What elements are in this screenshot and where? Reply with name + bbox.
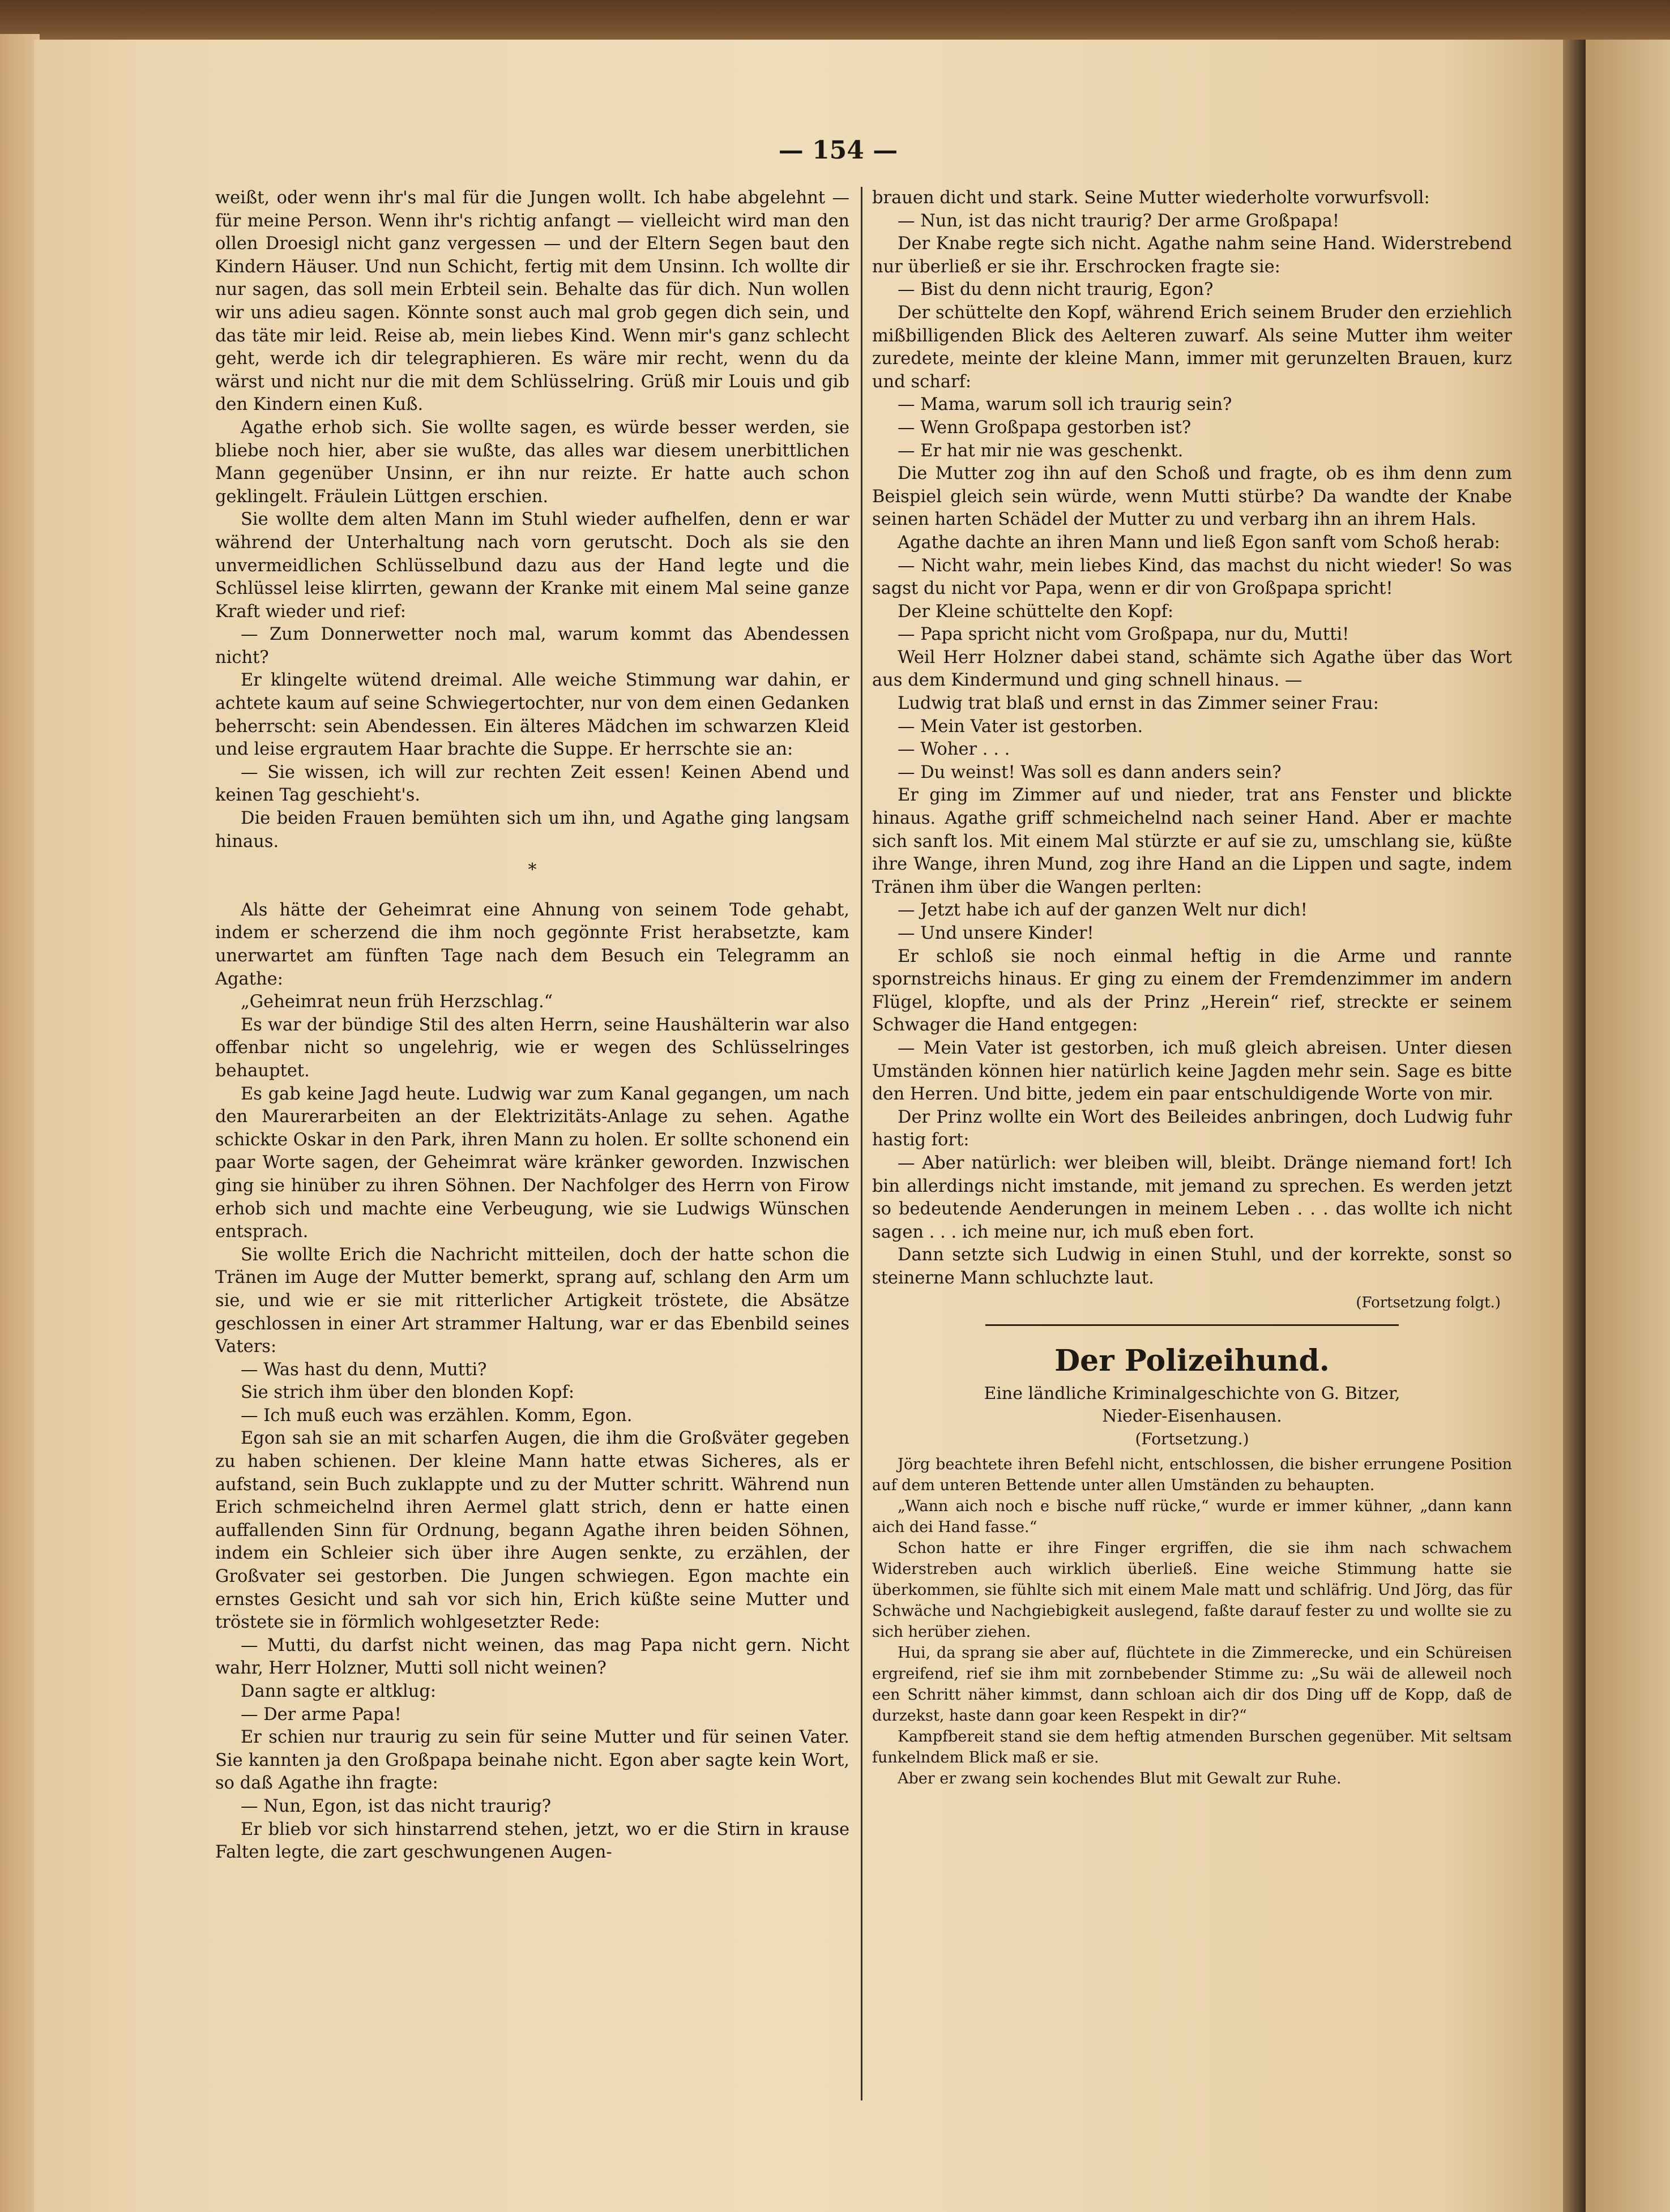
paragraph: Er blieb vor sich hinstarrend stehen, jetzt, wo er die Stirn in krause Falten legte, die zart geschwungenen Augen-	[215, 1819, 849, 1863]
paragraph: Er ging im Zimmer auf und nieder, trat ans Fenster und blickte hinaus. Agathe griff schmeichelnd nach seiner Hand. Aber er machte sich sanft los. Mit einem Mal stürzte er auf sie zu, umschlang sie, küßte ihre Wange, ihren Mund, zog ihre Hand an die Lippen und sagte, indem Tränen ihm über die Wangen perlten:	[872, 785, 1512, 897]
paragraph: Der schüttelte den Kopf, während Erich seinem Bruder den erziehlich mißbilligenden Blick des Aelteren zuwarf. Als seine Mutter ihm weiter zuredete, meinte der kleine Mann, immer mit gerunzelten Brauen, kurz und scharf:	[872, 302, 1512, 392]
story-continued-label: (Fortsetzung.)	[1135, 1430, 1249, 1449]
paragraph: — Zum Donnerwetter noch mal, warum kommt das Abendessen nicht?	[215, 624, 849, 668]
paragraph: „Wann aich noch e bische nuff rücke,“ wurde er immer kühner, „dann kann aich dei Hand fasse.“	[872, 1498, 1512, 1537]
paragraph: Kampfbereit stand sie dem heftig atmenden Burschen gegenüber. Mit seltsam funkelndem Blick maß er sie.	[872, 1728, 1512, 1767]
story-byline-place: Nieder-Eisenhausen.	[1102, 1406, 1282, 1427]
paragraph: — Nicht wahr, mein liebes Kind, das machst du nicht wieder! So was sagst du nicht vor Papa, wenn er dir von Großpapa spricht!	[872, 555, 1512, 599]
paragraph: Ludwig trat blaß und ernst in das Zimmer seiner Frau:	[898, 694, 1379, 714]
paragraph: Als hätte der Geheimrat eine Ahnung von seinem Tode gehabt, indem er scherzend die ihm noch gegönnte Frist herabsetzte, kam unerwartet am fünften Tage nach dem Besuch ein Telegramm an Agathe:	[215, 900, 849, 989]
right-column	[872, 187, 1512, 1789]
paragraph: Sie wollte Erich die Nachricht mitteilen, doch der hatte schon die Tränen im Auge der Mutter bemerkt, sprang auf, schlang den Arm um sie, und wie er sie mit ritterlicher Artigkeit tröstete, die Absätze geschlossen in einer Art strammer Haltung, war er das Ebenbild seines Vaters:	[215, 1244, 849, 1357]
paragraph: Sie strich ihm über den blonden Kopf:	[241, 1383, 575, 1403]
paragraph: Jörg beachtete ihren Befehl nicht, entschlossen, die bisher errungene Position auf dem unteren Bettende unter allen Umständen zu behaupten.	[872, 1456, 1512, 1495]
paragraph: weißt, oder wenn ihr's mal für die Jungen wollt. Ich habe abgelehnt — für meine Person. Wenn ihr's richtig anfangt — vielleicht wird man den ollen Droesigl nicht ganz vergessen — und der Eltern Segen baut den Kindern Häuser. Und nun Schicht, fertig mit dem Unsinn. Ich wollte dir nur sagen, das soll mein Erbteil sein. Behalte das für dich. Nun wollen wir uns adieu sagen. Könnte sonst auch mal grob gegen dich sein, und das täte mir leid. Reise ab, mein liebes Kind. Wenn mir's ganz schlecht geht, werde ich dir telegraphieren. Es wäre mir recht, wenn du da wärst und nicht nur die mit dem Schlüsselring. Grüß mir Louis und gib den Kindern einen Kuß.	[215, 188, 849, 415]
paragraph: Der Prinz wollte ein Wort des Beileides anbringen, doch Ludwig fuhr hastig fort:	[872, 1107, 1512, 1150]
page-number: — 154 —	[778, 136, 898, 165]
paragraph: — Nun, Egon, ist das nicht traurig?	[241, 1796, 552, 1816]
section-rule	[985, 1324, 1399, 1326]
paragraph: — Was hast du denn, Mutti?	[241, 1359, 487, 1380]
paragraph: Er schloß sie noch einmal heftig in die Arme und rannte spornstreichs hinaus. Er ging zu einem der Fremdenzimmer im andern Flügel, klopfte, und als der Prinz „Herein“ rief, streckte er seinem Schwager die Hand entgegen:	[872, 946, 1512, 1036]
book-gutter	[1563, 40, 1586, 2212]
paragraph: Es gab keine Jagd heute. Ludwig war zum Kanal gegangen, um nach den Maurerarbeiten an der Elektrizitäts-Anlage zu sehen. Agathe schickte Oskar in den Park, ihren Mann zu holen. Er sollte schonend ein paar Worte sagen, der Geheimrat wäre kränker geworden. Inzwischen ging sie hinüber zu ihren Söhnen. Der Nachfolger des Herrn von Firow erhob sich und machte eine Verbeugung, wie sie Ludwigs Wünschen entsprach.	[215, 1084, 849, 1242]
paragraph: Die Mutter zog ihn auf den Schoß und fragte, ob es ihm denn zum Beispiel gleich sein würde, wenn Mutti stürbe? Da wandte der Knabe seinen harten Schädel der Mutter zu und verbarg ihn an ihrem Hals.	[872, 464, 1512, 530]
paragraph: — Du weinst! Was soll es dann anders sein?	[898, 762, 1282, 782]
paragraph: Er schien nur traurig zu sein für seine Mutter und für seinen Vater. Sie kannten ja den Großpapa beinahe nicht. Egon aber sagte kein Wort, so daß Agathe ihn fragte:	[215, 1727, 849, 1794]
paragraph: Es war der bündige Stil des alten Herrn, seine Haushälterin war also offenbar nicht so ungelehrig, wie er wegen des Schlüsselringes behauptet.	[215, 1015, 849, 1081]
to-be-continued-note: (Fortsetzung folgt.)	[1356, 1294, 1501, 1311]
paragraph: — Bist du denn nicht traurig, Egon?	[898, 280, 1214, 300]
paragraph: — Mama, warum soll ich traurig sein?	[898, 395, 1232, 415]
paragraph: Aber er zwang sein kochendes Blut mit Gewalt zur Ruhe.	[898, 1770, 1342, 1788]
paragraph: — Und unsere Kinder!	[898, 923, 1094, 943]
paragraph: Dann sagte er altklug:	[241, 1682, 437, 1701]
paragraph: — Ich muß euch was erzählen. Komm, Egon.	[241, 1405, 633, 1426]
paragraph: Hui, da sprang sie aber auf, flüchtete in die Zimmerecke, und ein Schüreisen ergreifend, rief sie ihm mit zornbebender Stimme zu: „Su wäi de alleweil noch een Schritt näher kimmst, dann schloan aich dir dos Ding uff de Kopp, daß de durzekst, haste dann goar keen Respekt in dir?“	[872, 1644, 1512, 1725]
paragraph: — Wenn Großpapa gestorben ist?	[898, 417, 1191, 438]
paragraph: brauen dicht und stark. Seine Mutter wiederholte vorwurfsvoll:	[872, 188, 1430, 208]
paragraph: Weil Herr Holzner dabei stand, schämte sich Agathe über das Wort aus dem Kindermund und ging schnell hinaus. —	[872, 647, 1512, 691]
paragraph: Er klingelte wütend dreimal. Alle weiche Stimmung war dahin, er achtete kaum auf seine Schwiegertochter, nur von dem einen Gedanken beherrscht: sein Abendessen. Ein älteres Mädchen im schwarzen Kleid und leise ergrautem Haar brachte die Suppe. Er herrschte sie an:	[215, 670, 849, 760]
paragraph: Sie wollte dem alten Mann im Stuhl wieder aufhelfen, denn er war während der Unterhaltung nach vorn gerutscht. Doch als sie den unvermeidlichen Schlüsselbund dazu aus der Hand legte und die Schlüssel leise klirrten, gewann der Kranke mit einem Mal seine ganze Kraft wieder und rief:	[215, 510, 849, 622]
left-column	[215, 187, 849, 1864]
paragraph: — Mutti, du darfst nicht weinen, das mag Papa nicht gern. Nicht wahr, Herr Holzner, Mutti soll nicht weinen?	[215, 1635, 849, 1679]
paragraph: — Nun, ist das nicht traurig? Der arme Großpapa!	[898, 211, 1340, 231]
paragraph: — Der arme Papa!	[241, 1704, 402, 1725]
paragraph: Agathe erhob sich. Sie wollte sagen, es würde besser werden, sie bliebe noch hier, aber sie wußte, das alles war diesem unerbittlichen Mann gegenüber Unsinn, er ihn nur reizte. Er hatte auch schon geklingelt. Fräulein Lüttgen erschien.	[215, 417, 849, 507]
story-byline: Eine ländliche Kriminalgeschichte von G. Bitzer,	[984, 1384, 1400, 1404]
paragraph: Die beiden Frauen bemühten sich um ihn, und Agathe ging langsam hinaus.	[215, 808, 849, 852]
paragraph: — Jetzt habe ich auf der ganzen Welt nur dich!	[898, 900, 1308, 921]
paragraph: Agathe dachte an ihren Mann und ließ Egon sanft vom Schoß herab:	[898, 532, 1500, 553]
paragraph: Dann setzte sich Ludwig in einen Stuhl, und der korrekte, sonst so steinerne Mann schluchzte laut.	[872, 1245, 1512, 1288]
paragraph: — Aber natürlich: wer bleiben will, bleibt. Dränge niemand fort! Ich bin allerdings nicht imstande, mit jemand zu sprechen. Es werden jetzt so bedeutende Aenderungen in meinem Leben . . . das wollte ich nicht sagen . . . ich meine nur, ich muß eben fort.	[872, 1153, 1512, 1242]
paragraph: — Sie wissen, ich will zur rechten Zeit essen! Keinen Abend und keinen Tag geschieht's.	[215, 762, 849, 806]
paragraph: — Er hat mir nie was geschenkt.	[898, 440, 1184, 461]
paragraph: — Mein Vater ist gestorben.	[898, 716, 1143, 737]
story-title: Der Polizeihund.	[1054, 1344, 1330, 1379]
paragraph: — Woher . . .	[898, 739, 1010, 760]
paragraph: — Papa spricht nicht vom Großpapa, nur du, Mutti!	[898, 624, 1349, 645]
section-separator: *	[528, 860, 537, 880]
story-body	[872, 1454, 1512, 1789]
paragraph: „Geheimrat neun früh Herzschlag.“	[241, 992, 553, 1012]
paragraph: Der Kleine schüttelte den Kopf:	[898, 601, 1174, 622]
paragraph: Der Knabe regte sich nicht. Agathe nahm seine Hand. Widerstrebend nur überließ er sie ihr. Erschrocken fragte sie:	[872, 234, 1512, 277]
paragraph: Schon hatte er ihre Finger ergriffen, die sie ihm nach schwachem Widerstreben auch wirklich überließ. Eine weiche Stimmung hatte sie überkommen, sie fühlte sich mit einem Male matt und schläfrig. Und Jörg, das für Schwäche und Nachgiebigkeit auslegend, faßte darauf fester zu und wollte sie zu sich herüber ziehen.	[872, 1539, 1512, 1641]
facing-page-edge	[1586, 40, 1670, 2212]
paragraph: Egon sah sie an mit scharfen Augen, die ihm die Großväter gegeben zu haben schienen. Der kleine Mann hatte etwas Sicheres, als er aufstand, sein Buch zuklappte und zu der Mutter schritt. Während nun Erich schmeichelnd ihren Aermel glatt strich, denn er hatte einen auffallenden Sinn für Ordnung, begann Agathe ihren beiden Söhnen, indem ein Schleier sich über ihre Augen senkte, zu erzählen, der Großvater sei gestorben. Die Jungen schwiegen. Egon machte ein ernstes Gesicht und sah vor sich hin, Erich küßte seine Mutter und tröstete sie in förmlich wohlgesetzter Rede:	[215, 1428, 849, 1633]
column-divider	[861, 187, 862, 2100]
paragraph: — Mein Vater ist gestorben, ich muß gleich abreisen. Unter diesen Umständen können hier natürlich keine Jagden mehr sein. Sage es bitte den Herren. Und bitte, jedem ein paar entschuldigende Worte von mir.	[872, 1038, 1512, 1105]
